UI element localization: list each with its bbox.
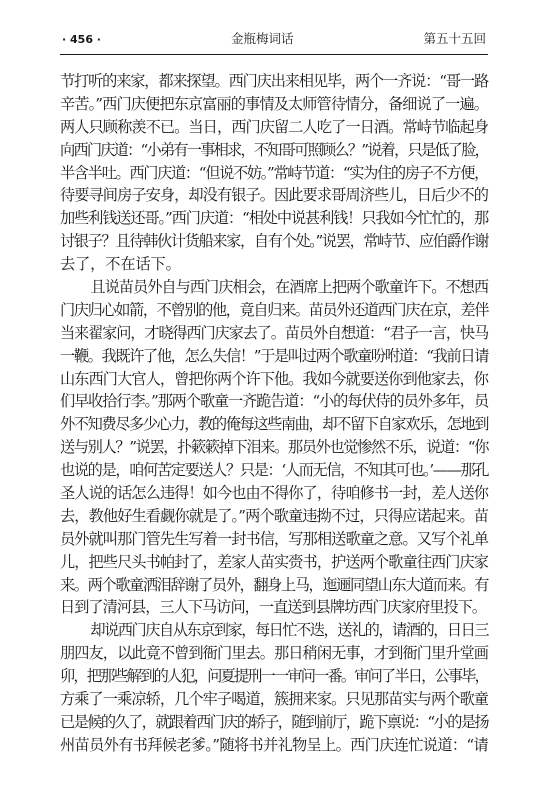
text-line: 已是候的久了，就跟着西门庆的轿子，随到前厅，跪下禀说：“小的是扬	[60, 712, 488, 731]
text-line: 门庆归心如箭，不曾别的他，竟自归来。苗员外还道西门庆在京，差伴	[60, 300, 488, 319]
text-line: 当来翟家问，才晓得西门庆家去了。苗员外自想道：“君子一言，快马	[60, 323, 488, 342]
text-line: 去了，不在话下。	[60, 255, 181, 274]
text-line: 却说西门庆自从东京到家，每日忙不迭，送礼的，请酒的，日日三	[90, 621, 488, 640]
text-line: 们早收拾行李。”那两个歌童一齐跪告道：“小的每伏侍的员外多年，员	[60, 392, 488, 411]
book-title: 金瓶梅词话	[230, 31, 294, 46]
text-line: 加些利钱送还哥。”西门庆道：“相处中说甚利钱！只我如今忙忙的，那	[60, 209, 488, 228]
text-line: 待要寻间房子安身，却没有银子。因此要求哥周济些儿，日后少不的	[60, 186, 488, 205]
text-line: 半含半吐。西门庆道：“但说不妨。”常峙节道：“实为住的房子不方便，	[60, 163, 488, 182]
text-line: 两人只顾称羡不已。当日，西门庆留二人吃了一日酒。常峙节临起身	[60, 117, 488, 136]
text-line: 州苗员外有书拜候老爹。”随将书并礼物呈上。西门庆连忙说道：“请	[60, 735, 488, 754]
text-line: 来。两个歌童洒泪辞谢了员外，翻身上马，迤逦同望山东大道而来。有	[60, 575, 488, 594]
text-line: 一鞭。我既许了他，怎么失信！”于是叫过两个歌童吩咐道：“我前日请	[60, 346, 488, 365]
text-line: 方乘了一乘凉轿，几个牢子喝道，簇拥来家。只见那苗实与两个歌童	[60, 690, 488, 709]
text-line: 山东西门大官人，曾把你两个许下他。我如今就要送你到他家去，你	[60, 369, 488, 388]
text-line: 且说苗员外自与西门庆相会，在酒席上把两个歌童许下。不想西	[90, 278, 488, 297]
text-line: 也说的是，咱何苦定要送人？只是：‘人而无信，不知其可也。’——那孔	[60, 461, 488, 480]
text-line: 送与别人？”说罢，扑簌簌掉下泪来。那员外也觉惨然不乐，说道：“你	[60, 438, 488, 457]
text-line: 卯，把那些解到的人犯，问夏提刑一一审问一番。审问了半日，公事毕，	[60, 667, 488, 686]
text-line: 节打听的来家，都来探望。西门庆出来相见毕，两个一齐说：“哥一路	[60, 72, 488, 90]
text-line: 员外就叫那门管先生写着一封书信，写那相送歌童之意。又写个礼单	[60, 529, 488, 548]
text-line: 向西门庆道：“小弟有一事相求，不知哥可照顾么？”说着，只是低了脸，	[60, 140, 488, 159]
chapter-title: 第五十五回	[423, 31, 486, 46]
text-line: 朋四友，以此竟不曾到衙门里去。那日稍闲无事，才到衙门里升堂画	[60, 644, 488, 663]
page-number: · 456 ·	[62, 33, 101, 46]
book-page	[60, 30, 488, 757]
text-line: 去，教他好生看觑你就是了。”两个歌童违拗不过，只得应诺起来。苗	[60, 506, 488, 525]
text-line: 讨银子？且待韩伙计货船来家，自有个处。”说罢，常峙节、应伯爵作谢	[60, 232, 488, 251]
header-rule	[60, 54, 488, 55]
text-line: 圣人说的话怎么违得！如今也由不得你了，待咱修书一封，差人送你	[60, 484, 488, 503]
running-header	[60, 30, 488, 48]
text-line: 儿，把些尺头书帕封了，差家人苗实赍书，护送两个歌童往西门庆家	[60, 552, 488, 571]
text-line: 外不知费尽多少心力，教的俺每这些南曲，却不留下自家欢乐，怎地到	[60, 415, 488, 434]
text-line: 日到了清河县，三人下马访问，一直送到县牌坊西门庆家府里投下。	[60, 598, 487, 617]
text-line: 辛苦。”西门庆便把东京富丽的事情及太师管待情分，备细说了一遍。	[60, 94, 488, 113]
body-text	[60, 70, 488, 757]
